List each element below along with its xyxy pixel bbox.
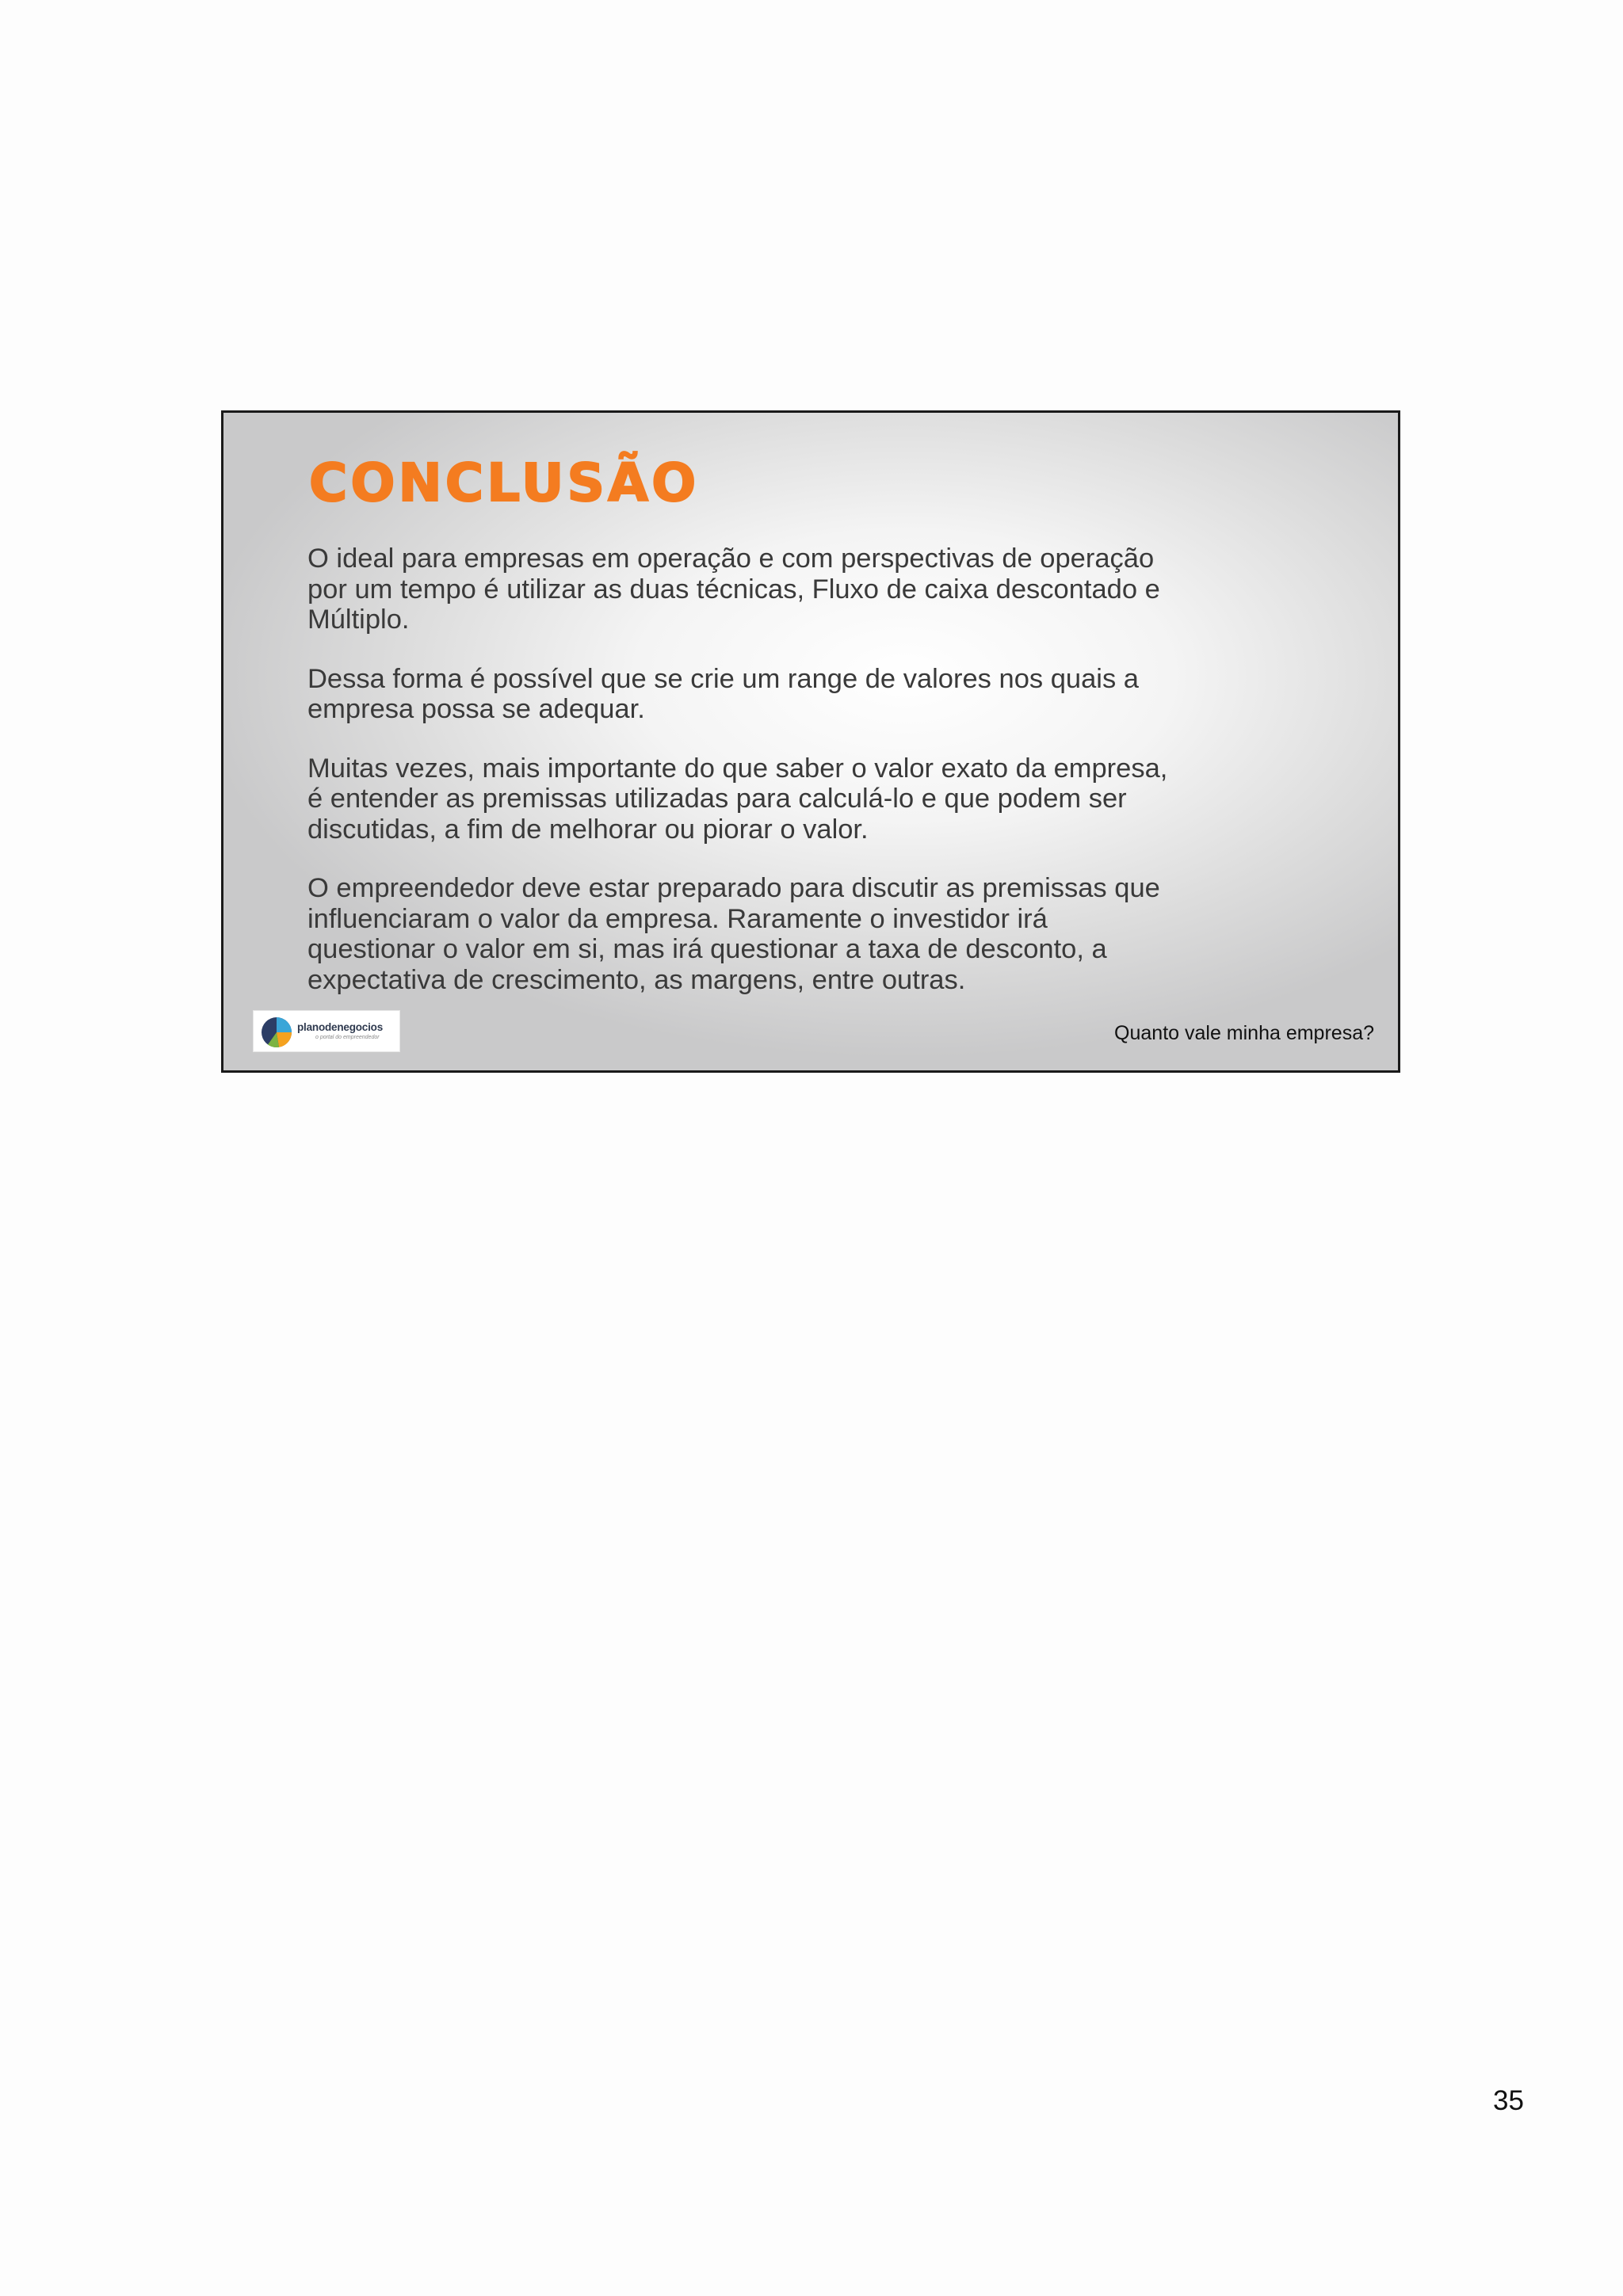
slide-title: CONCLUSÃO [309,452,700,513]
logo-name: planodenegocios [297,1021,384,1033]
paragraph-1: O ideal para empresas em operação e com perspectivas de operação por um tempo é utilizar as duas técnicas, Fluxo de caixa descontado e Múltiplo. [307,543,1160,635]
planodenegocios-logo [253,1010,400,1052]
slide-body [307,543,1290,1024]
logo-tagline: o portal do empreendedor [315,1035,380,1040]
pie-logo-icon [260,1016,293,1049]
paragraph-4: O empreendedor deve estar preparado para discutir as premissas que influenciaram o valor da empresa. Raramente o investidor irá questionar o valor em si, mas irá questionar a taxa de desconto, a expectativa de crescimento, as margens, entre outras. [307,873,1160,995]
slide-footer: Quanto vale minha empresa? [1114,1022,1374,1044]
page-number: 35 [1493,2085,1524,2116]
paragraph-3: Muitas vezes, mais importante do que saber o valor exato da empresa, é entender as premissas utilizadas para calculá-lo e que podem ser discutidas, a fim de melhorar ou piorar o valor. [307,753,1168,845]
paragraph-2: Dessa forma é possível que se crie um range de valores nos quais a empresa possa se adequar. [307,663,1139,724]
slide [221,410,1400,1073]
